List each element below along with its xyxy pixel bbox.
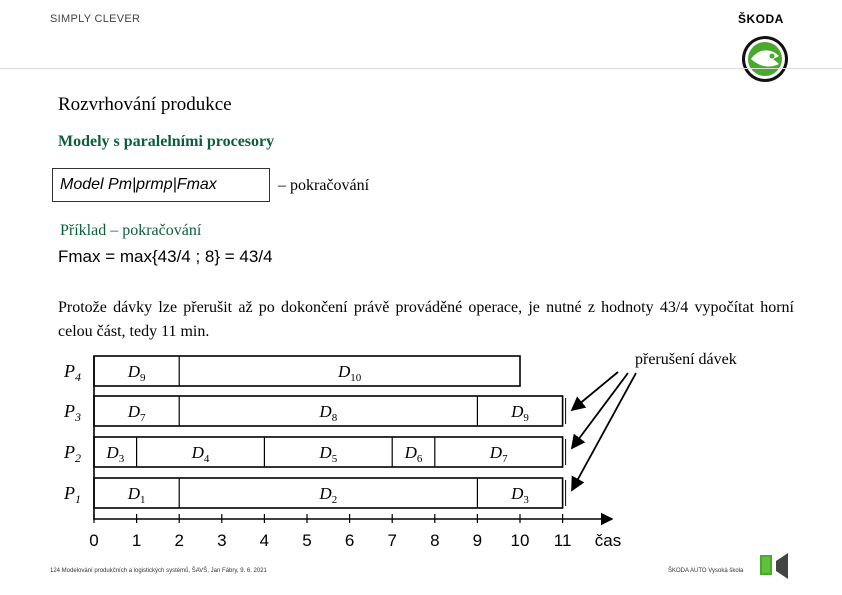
processor-row	[94, 356, 520, 386]
processor-index: 2	[75, 451, 81, 465]
task-label: $D_6$	[404, 443, 423, 465]
task-index: 10	[350, 372, 362, 384]
processor-label: $P_4$	[64, 361, 81, 384]
task-index: 3	[118, 453, 125, 465]
arrow-p3	[572, 372, 618, 410]
x-axis-label: čas	[594, 531, 622, 550]
x-tick-label: 5	[302, 531, 312, 550]
model-suffix: – pokračování	[278, 177, 370, 194]
interrupt-arrows	[572, 372, 636, 490]
task-index: 6	[416, 453, 423, 465]
task-label: $D_2$	[319, 484, 338, 506]
task-index: 3	[523, 494, 529, 506]
task-index: 7	[139, 412, 146, 424]
x-tick-label: 1	[131, 531, 142, 550]
task-index: 8	[331, 412, 338, 424]
brand-tagline: SIMPLY CLEVER	[50, 13, 141, 25]
task-label: $D_1$	[127, 484, 146, 506]
x-tick-label: 11	[553, 531, 572, 550]
arrow-p1	[572, 373, 636, 490]
task-index: 9	[523, 412, 529, 424]
task-label: $D_7$	[127, 402, 146, 424]
task-index: 7	[502, 453, 508, 465]
x-tick-label: 3	[217, 531, 227, 550]
footer-brand: ŠKODA AUTO Vysoká škola	[668, 568, 744, 574]
model-notation: Model Pm|prmp|Fmax	[60, 176, 217, 193]
processor-label: $P_2$	[64, 442, 81, 465]
task-index: 2	[331, 494, 338, 506]
footer-text: 124 Modelování produkčních a logistických systémů, ŠAVŠ, Jan Fábry, 9. 6. 2021	[50, 568, 267, 574]
brand-wordmark: ŠKODA	[738, 12, 784, 26]
task-label: $D_9$	[511, 402, 529, 424]
example-title: Příklad – pokračování	[60, 222, 202, 239]
processor-index: 1	[75, 492, 81, 506]
task-label: $D_{10}$	[337, 362, 362, 384]
task-index: 1	[139, 494, 146, 506]
x-tick-label: 6	[344, 531, 355, 550]
processor-label: $P_1$	[64, 483, 81, 506]
task-index: 9	[139, 372, 146, 384]
task-label: $D_9$	[127, 362, 146, 384]
x-tick-label: 4	[259, 531, 270, 550]
x-tick-label: 0	[89, 531, 99, 550]
processor-label: $P_3$	[64, 401, 81, 424]
task-label: $D_8$	[319, 402, 338, 424]
x-tick-label: 7	[387, 531, 397, 550]
task-label: $D_3$	[106, 443, 125, 465]
section-title: Modely s paralelními procesory	[58, 133, 275, 150]
processor-index: 4	[75, 370, 81, 384]
task-index: 4	[203, 453, 210, 465]
page-title: Rozvrhování produkce	[58, 94, 232, 115]
task-label: $D_7$	[489, 443, 508, 465]
arrow-p2	[572, 373, 628, 448]
formula: Fmax = max{43/4 ; 8} = 43/4	[58, 247, 273, 266]
task-label: $D_4$	[191, 443, 210, 465]
processor-index: 3	[75, 410, 81, 424]
x-tick-label: 2	[174, 531, 184, 550]
x-tick-label: 10	[510, 531, 530, 550]
task-index: 5	[331, 453, 338, 465]
x-tick-label: 8	[430, 531, 440, 550]
task-label: $D_5$	[319, 443, 338, 465]
x-tick-label: 9	[472, 531, 483, 550]
footer-logo-icon	[758, 551, 794, 581]
explanation-paragraph: Protože dávky lze přerušit až po dokončení právě prováděné operace, je nutné z hodnoty 43/4 vypočítat horní celou část, tedy 11 min.	[58, 299, 794, 340]
task-label: $D_3$	[511, 484, 529, 506]
interrupt-label: přerušení dávek	[635, 351, 737, 368]
